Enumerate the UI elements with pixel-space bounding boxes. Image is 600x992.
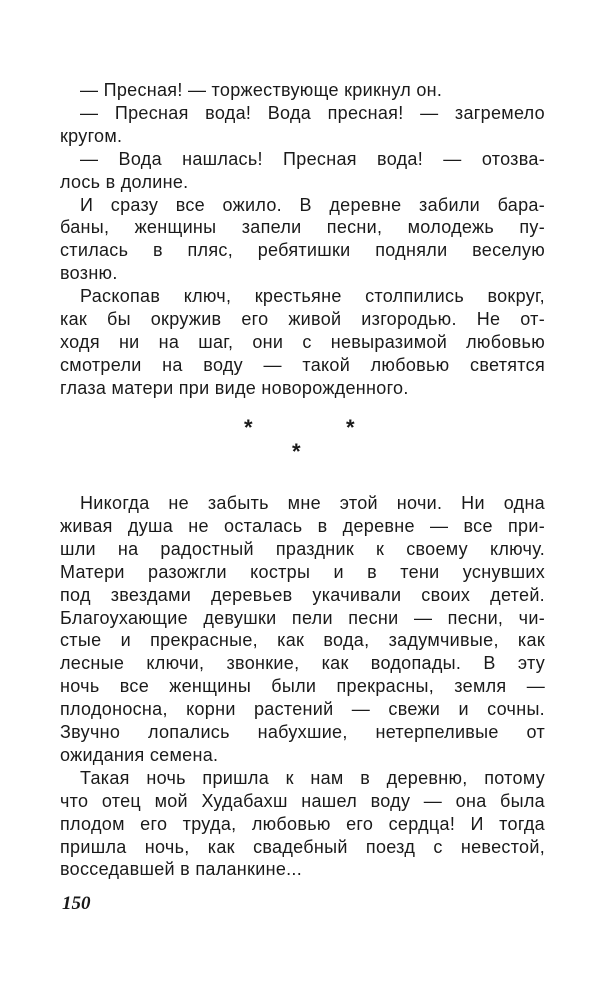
text-line: Звучно лопались набухшие, нетерпеливые от [60, 722, 545, 742]
text-line: как бы окружив его живой изгородью. Не от- [60, 309, 545, 329]
page-number: 150 [62, 893, 91, 914]
text-line: — Вода нашлась! Пресная вода! — отозва- [80, 148, 545, 169]
text-line: что отец мой Худабахш нашел воду — она была [60, 790, 545, 811]
text-line: пришла ночь, как свадебный поезд с невестой, [60, 836, 545, 857]
text-line: шли на радостный праздник к своему ключу. [60, 538, 545, 559]
separator-star: * [346, 415, 355, 440]
text-line: Такая ночь пришла к нам в деревню, потому [80, 767, 545, 788]
text-line: плодом его труда, любовью его сердца! И тогда [60, 813, 545, 834]
text-line: ожидания семена. [60, 744, 219, 765]
text-line: ночь все женщины были прекрасны, земля — [60, 676, 545, 697]
text-line: — Пресная вода! Вода пресная! — загремело [80, 102, 545, 123]
text-line: ходя ни на шаг, они с невыразимой любовью [60, 331, 545, 352]
text-line: лось в долине. [60, 171, 189, 192]
separator-star: * [292, 439, 301, 464]
text-line: Благоухающие девушки пели песни — песни, чи- [60, 607, 545, 628]
text-line: живая душа не осталась в деревне — все при- [60, 515, 545, 536]
text-line: под звездами деревьев укачивали своих детей. [60, 584, 545, 605]
text-line: плодоносна, корни растений — свежи и сочны. [60, 699, 545, 720]
text-line: восседавшей в паланкине... [60, 859, 303, 880]
text-line: стые и прекрасные, как вода, задумчивые, как [60, 630, 545, 651]
separator-star: * [244, 415, 253, 440]
text-line: Матери разожгли костры и в тени уснувших [60, 561, 545, 582]
text-line: И сразу все ожило. В деревне забили бара- [80, 194, 545, 215]
text-line: — Пресная! — торжествующе крикнул он. [80, 80, 443, 100]
text-line: Никогда не забыть мне этой ночи. Ни одна [80, 493, 545, 513]
text-line: баны, женщины запели песни, молодежь пу- [60, 217, 545, 238]
text-line: глаза матери при виде новорожденного. [60, 377, 409, 398]
text-line: возню. [60, 263, 118, 284]
text-line: кругом. [60, 125, 123, 146]
text-line: смотрели на воду — такой любовью светятся [60, 354, 545, 375]
text-line: стилась в пляс, ребятишки подняли веселую [60, 240, 545, 261]
text-line: Раскопав ключ, крестьяне столпились вокруг, [80, 286, 545, 307]
text-line: лесные ключи, звонкие, как водопады. В эту [60, 653, 545, 674]
